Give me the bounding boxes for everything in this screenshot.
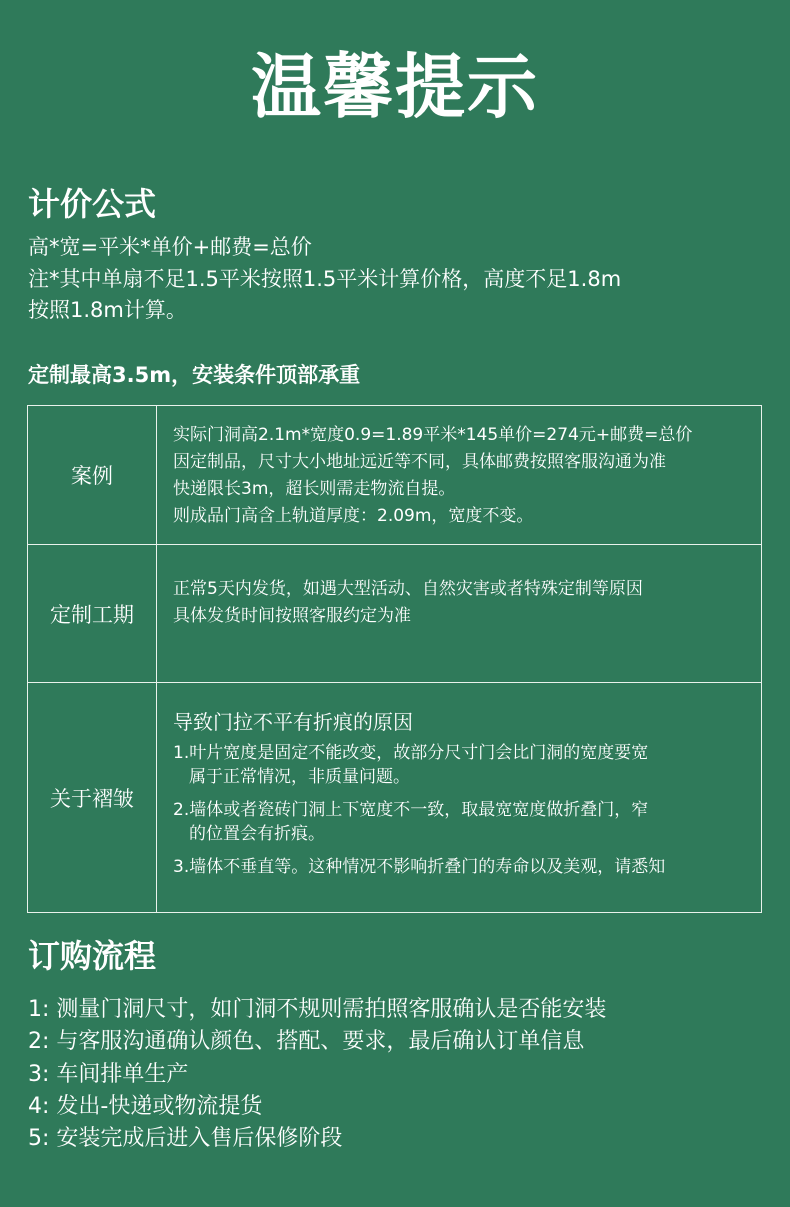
order-step: 2: 与客服沟通确认颜色、搭配、要求，最后确认订单信息 xyxy=(28,1029,585,1054)
case-label: 案例 xyxy=(28,406,157,545)
order-step: 4: 发出-快递或物流提货 xyxy=(28,1094,263,1119)
case-line: 快递限长3m，超长则需走物流自提。 xyxy=(173,479,456,499)
table-row-period xyxy=(28,545,762,683)
page-title: 温馨提示 xyxy=(251,46,539,128)
wrinkle-item-line: 1.叶片宽度是固定不能改变，故部分尺寸门会比门洞的宽度要宽 xyxy=(173,743,649,763)
wrinkle-item-line: 2.墙体或者瓷砖门洞上下宽度不一致，取最宽宽度做折叠门，窄 xyxy=(173,800,649,820)
period-label: 定制工期 xyxy=(28,545,157,683)
case-line: 则成品门高含上轨道厚度：2.09m，宽度不变。 xyxy=(173,506,534,526)
wrinkle-item-continuation: 的位置会有折痕。 xyxy=(189,824,325,844)
period-content xyxy=(157,545,762,683)
wrinkle-item xyxy=(173,741,761,789)
pricing-note-line-2: 按照1.8m计算。 xyxy=(28,298,187,322)
order-step: 5: 安装完成后进入售后保修阶段 xyxy=(28,1126,343,1151)
case-line: 因定制品，尺寸大小地址远近等不同，具体邮费按照客服沟通为准 xyxy=(173,452,666,472)
period-line: 具体发货时间按照客服约定为准 xyxy=(173,605,411,626)
wrinkle-heading: 导致门拉不平有折痕的原因 xyxy=(173,710,413,734)
wrinkle-content xyxy=(157,683,762,913)
table-row-wrinkle xyxy=(28,683,762,913)
order-heading: 订购流程 xyxy=(28,937,157,975)
case-content xyxy=(157,406,762,545)
order-step: 3: 车间排单生产 xyxy=(28,1062,189,1087)
wrinkle-item-line: 3.墙体不垂直等。这种情况不影响折叠门的寿命以及美观，请悉知 xyxy=(173,857,666,877)
info-table xyxy=(27,405,762,913)
order-step: 1: 测量门洞尺寸，如门洞不规则需拍照客服确认是否能安装 xyxy=(28,997,607,1022)
pricing-heading: 计价公式 xyxy=(28,185,157,223)
wrinkle-item xyxy=(173,855,761,879)
case-line: 实际门洞高2.1m*宽度0.9=1.89平米*145单价=274元+邮费=总价 xyxy=(173,425,693,445)
wrinkle-item-continuation: 属于正常情况，非质量问题。 xyxy=(189,767,410,787)
wrinkle-label: 关于褶皱 xyxy=(28,683,157,913)
custom-height-note: 定制最高3.5m，安装条件顶部承重 xyxy=(28,363,361,387)
table-row-case xyxy=(28,406,762,545)
pricing-formula: 高*宽=平米*单价+邮费=总价 xyxy=(28,235,312,259)
period-line: 正常5天内发货，如遇大型活动、自然灾害或者特殊定制等原因 xyxy=(173,578,643,599)
wrinkle-item xyxy=(173,798,761,846)
pricing-note-line-1: 注*其中单扇不足1.5平米按照1.5平米计算价格，高度不足1.8m xyxy=(28,267,622,291)
